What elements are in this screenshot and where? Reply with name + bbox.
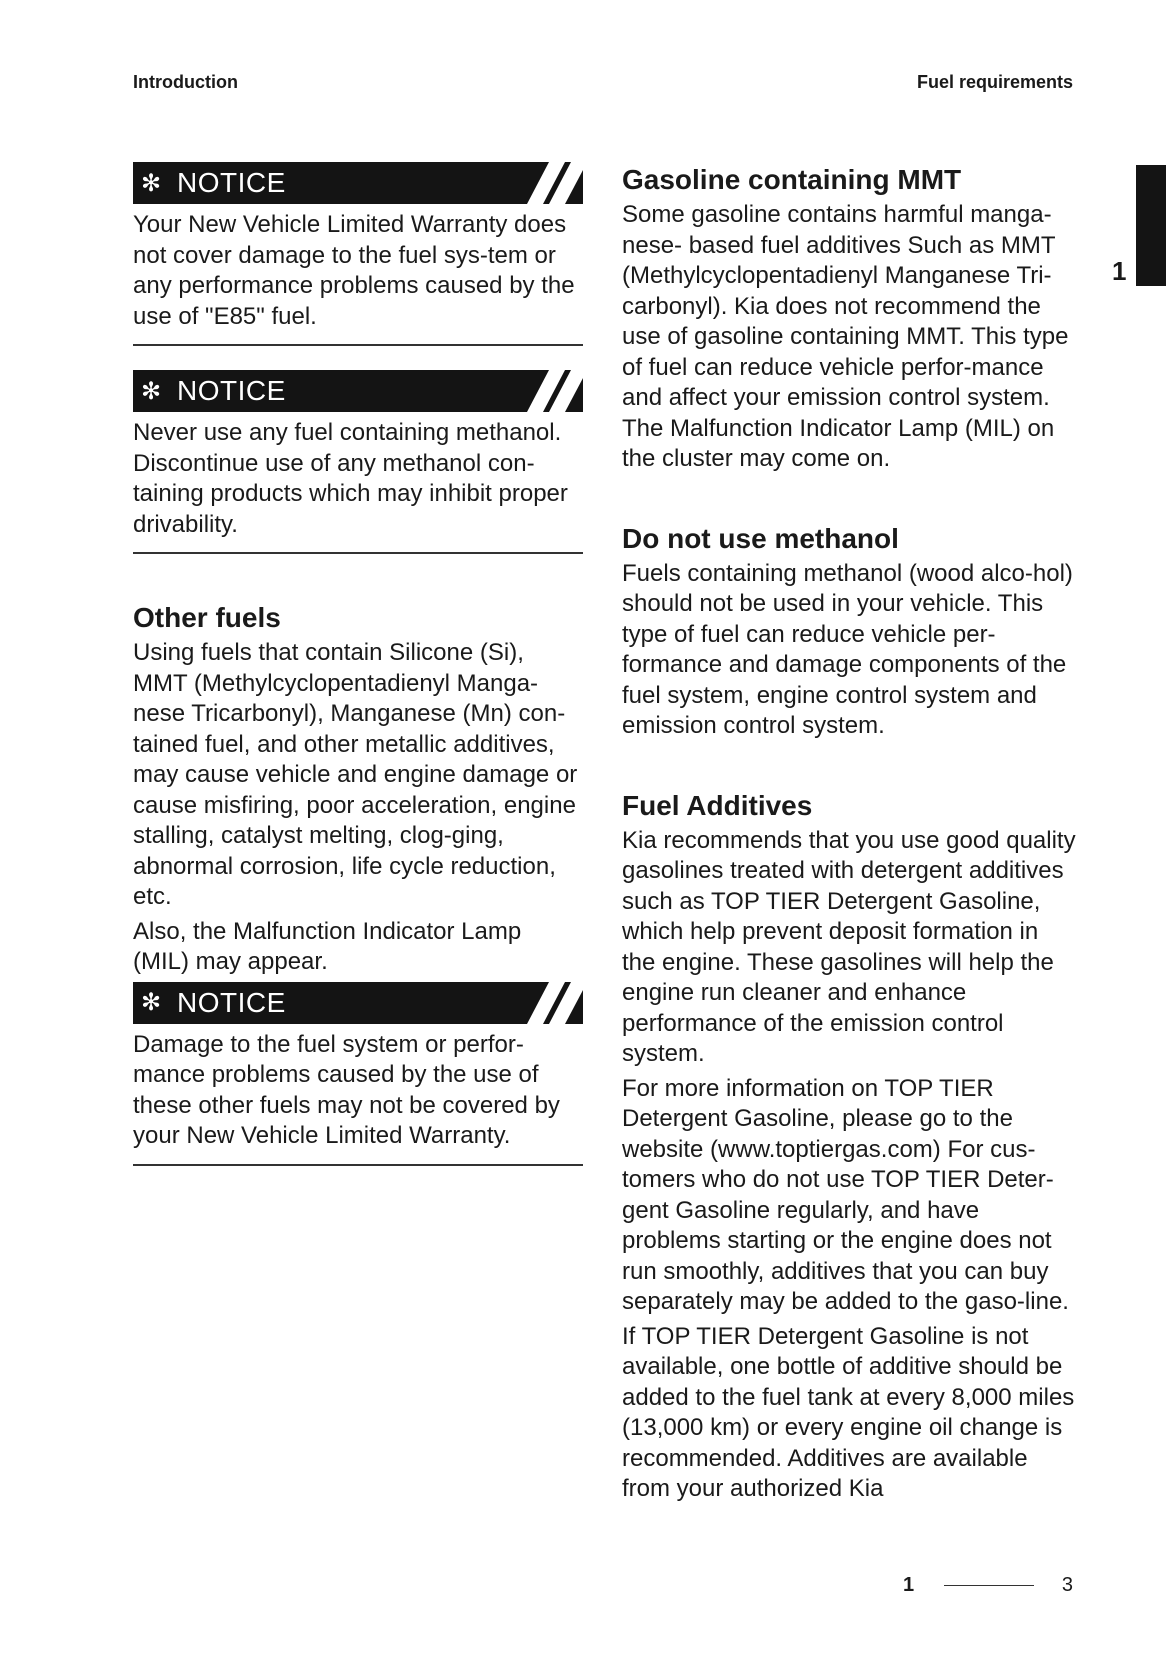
paragraph: Also, the Malfunction Indicator Lamp (MIL) may appear.: [133, 917, 522, 975]
paragraph: Fuels containing methanol (wood alco-hol) should not be used in your vehicle. This type of fuel can reduce vehicle per-formance and damage components of the fuel system, engine control system and emission control system.: [622, 559, 1073, 739]
left-column: [133, 162, 583, 1190]
paragraph: Some gasoline contains harmful manga-nese- based fuel additives Such as MMT (Methylcyclopentadienyl Manganese Tri-carbonyl). Kia does not recommend the use of gasoline containing MMT. This type of fuel can reduce vehicle perfor-mance and affect your emission control system. The Malfunction Indicator Lamp (MIL) on the cluster may come on.: [622, 201, 1069, 472]
notice-label: NOTICE: [177, 167, 286, 198]
section-title: Other fuels: [133, 602, 281, 633]
double-slash-icon: [503, 982, 583, 1024]
section-title: Do not use methanol: [622, 522, 899, 554]
notice-text: Your New Vehicle Limited Warranty does not cover damage to the fuel sys-tem or any performance problems caused by the use of "E85" fuel.: [133, 204, 583, 346]
asterisk-icon: ✻: [141, 169, 162, 197]
notice-label: NOTICE: [177, 986, 286, 1018]
section-gasoline-mmt: [622, 162, 1077, 475]
section-title: Gasoline containing MMT: [622, 164, 962, 195]
notice-label: NOTICE: [177, 375, 286, 406]
asterisk-icon: ✻: [141, 377, 162, 405]
section-title: Fuel Additives: [622, 789, 813, 821]
footer-divider: [944, 1585, 1034, 1586]
paragraph: Kia recommends that you use good quality gasolines treated with detergent additives such as TOP TIER Detergent Gasoline, which help prevent deposit formation in the engine. These gasolines will help the engine run cleaner and enhance performance of the emission control system.: [622, 826, 1076, 1067]
running-head-left: Introduction: [133, 72, 238, 92]
double-slash-icon: [503, 370, 583, 412]
notice-methanol: [133, 370, 583, 554]
section-no-methanol: [622, 521, 1077, 742]
chapter-tab: [1136, 165, 1166, 286]
notice-other-fuels: [133, 982, 583, 1166]
page-footer: [903, 1570, 1073, 1600]
notice-banner: [133, 370, 583, 412]
notice-text: Never use any fuel containing methanol. Discontinue use of any methanol con-taining products which may inhibit proper drivability.: [133, 412, 583, 554]
section-fuel-additives: [622, 788, 1077, 1505]
paragraph: For more information on TOP TIER Detergent Gasoline, please go to the website (www.toptiergas.com) For cus-tomers who do not use TOP TIER Deter-gent Gasoline regularly, and have problems starting or the engine does not run smoothly, additives that you can buy separately may be added to the gaso-line.: [622, 1074, 1069, 1315]
running-head-right: Fuel requirements: [916, 72, 1073, 92]
notice-banner: [133, 982, 583, 1024]
right-column: [622, 162, 1077, 1509]
paragraph: Using fuels that contain Silicone (Si), MMT (Methylcyclopentadienyl Manga-nese Tricarbonyl), Manganese (Mn) con-tained fuel, and other metallic additives, may cause vehicle and engine damage or cause misfiring, poor acceleration, engine stalling, catalyst melting, clog-ging, abnormal corrosion, life cycle reduction, etc.: [133, 639, 578, 910]
footer-chapter-number: 1: [903, 1573, 915, 1596]
asterisk-icon: ✻: [141, 989, 162, 1016]
double-slash-icon: [503, 162, 583, 204]
chapter-tab-number: 1: [1112, 256, 1127, 286]
notice-e85: [133, 162, 583, 346]
section-other-fuels: [133, 600, 583, 978]
notice-text: Damage to the fuel system or perfor-mance problems caused by the use of these other fuels may not be covered by your New Vehicle Limited Warranty.: [133, 1024, 583, 1166]
paragraph: If TOP TIER Detergent Gasoline is not available, one bottle of additive should be added to the fuel tank at every 8,000 miles (13,000 km) or every engine oil change is recommended. Additives are available from your authorized Kia: [622, 1322, 1075, 1502]
footer-page-number: 3: [1061, 1573, 1073, 1596]
notice-banner: [133, 162, 583, 204]
